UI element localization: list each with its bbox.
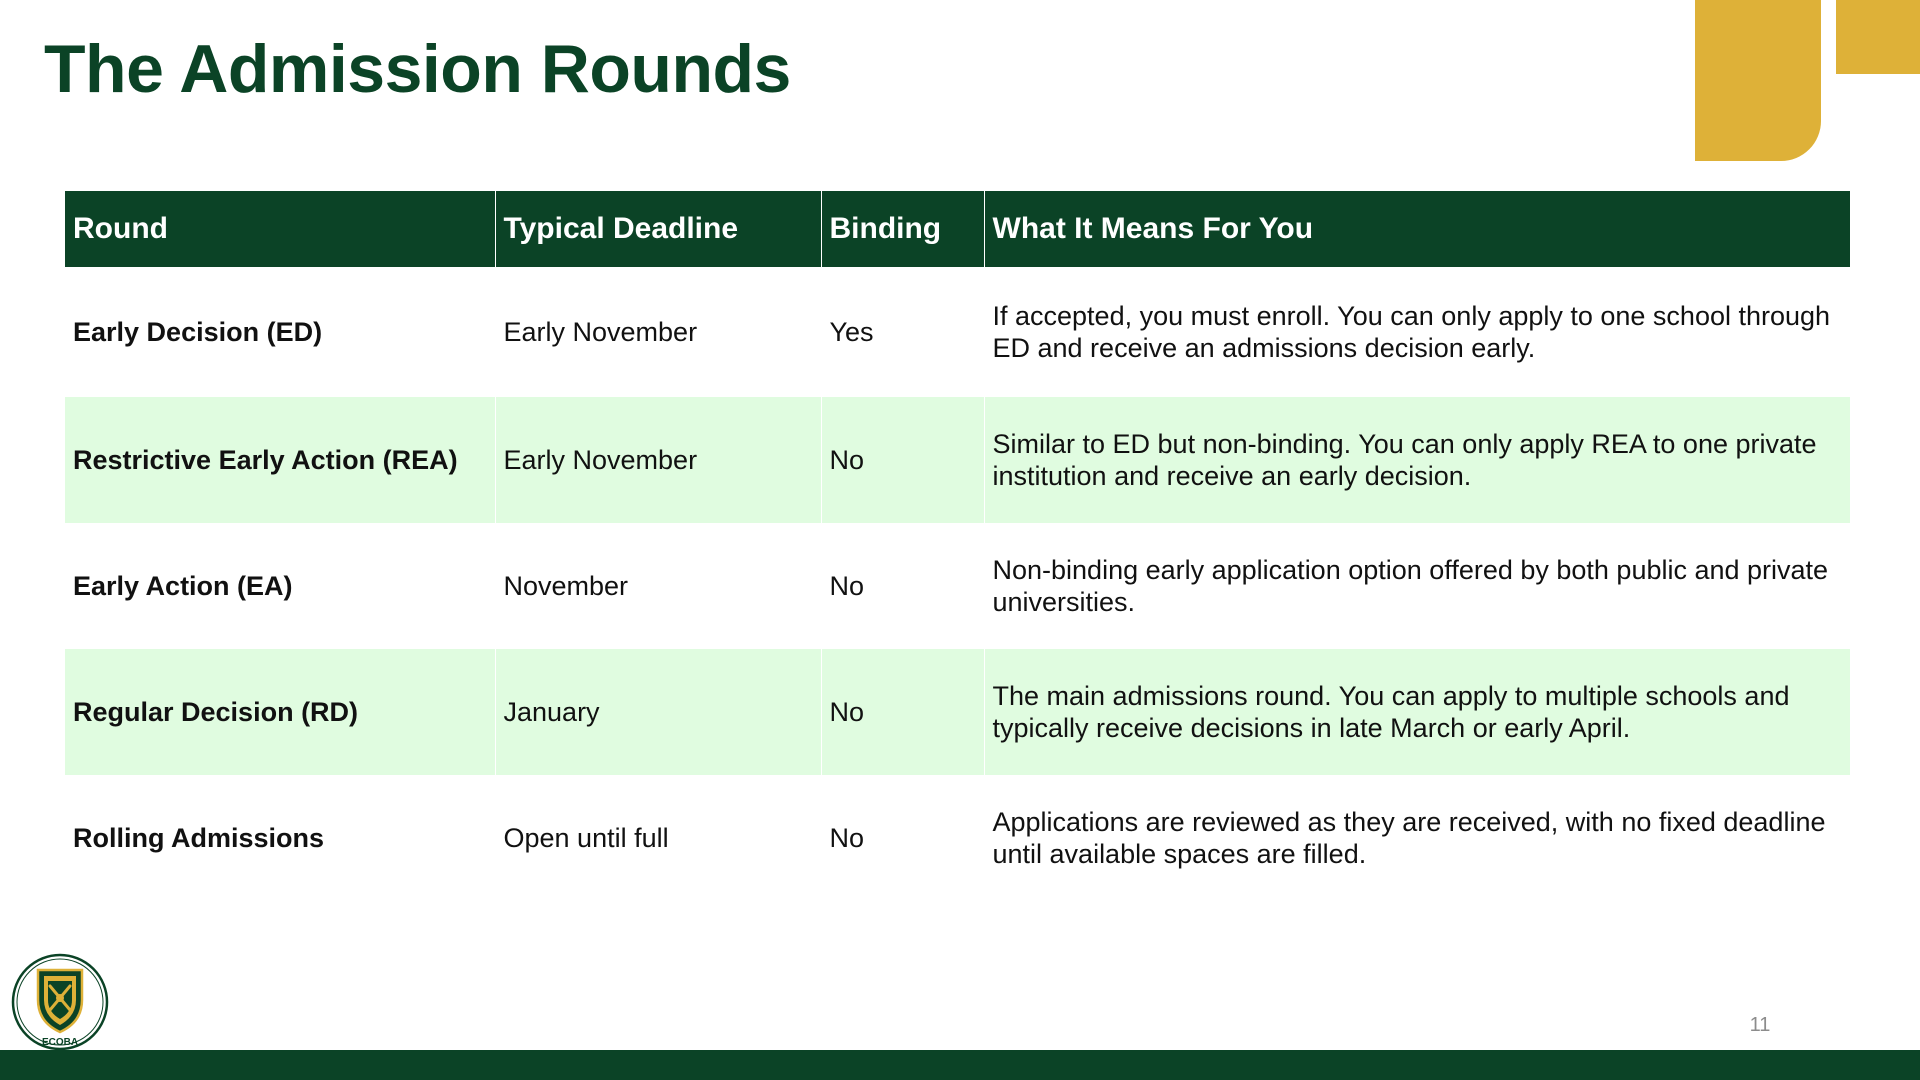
table-row <box>65 775 1850 901</box>
header-what-it-means: What It Means For You <box>984 191 1850 267</box>
binding-cell: No <box>821 649 984 775</box>
round-name: Restrictive Early Action (REA) <box>65 397 495 523</box>
round-name: Early Action (EA) <box>73 571 293 601</box>
footer-bar <box>0 1050 1920 1080</box>
slide-title: The Admission Rounds <box>44 31 791 107</box>
deadline-cell: November <box>495 523 821 649</box>
table-row <box>65 267 1850 397</box>
meaning-cell: If accepted, you must enroll. You can only apply to one school through ED and receive an admissions decision early. <box>984 267 1850 397</box>
meaning-cell: Non-binding early application option offered by both public and private universities. <box>984 523 1850 649</box>
header-round: Round <box>65 191 495 267</box>
deadline-cell: Open until full <box>495 775 821 901</box>
deadline-cell: January <box>495 649 821 775</box>
table-row <box>65 523 1850 649</box>
meaning-cell: Similar to ED but non-binding. You can only apply REA to one private institution and receive an early decision. <box>984 397 1850 523</box>
round-name: Rolling Admissions <box>73 823 325 853</box>
logo-text: ECOBA <box>41 1037 79 1048</box>
binding-cell: No <box>821 397 984 523</box>
binding-cell: Yes <box>821 267 984 397</box>
ecoba-crest-logo <box>10 952 110 1052</box>
header-binding: Binding <box>821 191 984 267</box>
meaning-cell: Applications are reviewed as they are received, with no fixed deadline until available spaces are filled. <box>984 775 1850 901</box>
binding-cell: No <box>821 775 984 901</box>
round-name: Regular Decision (RD) <box>65 649 495 775</box>
binding-cell: No <box>821 523 984 649</box>
table-header-row <box>65 191 1850 267</box>
gold-corner-accent <box>1836 0 1920 74</box>
page-number: 11 <box>1749 1014 1771 1036</box>
admission-rounds-table <box>65 191 1850 901</box>
round-name: Early Decision (ED) <box>73 317 323 347</box>
deadline-cell: Early November <box>495 267 821 397</box>
deadline-cell: Early November <box>495 397 821 523</box>
meaning-cell: The main admissions round. You can apply to multiple schools and typically receive decisions in late March or early April. <box>984 649 1850 775</box>
table-row <box>65 649 1850 775</box>
table-row <box>65 397 1850 523</box>
gold-corner-block <box>1695 0 1821 161</box>
header-typical-deadline: Typical Deadline <box>495 191 821 267</box>
